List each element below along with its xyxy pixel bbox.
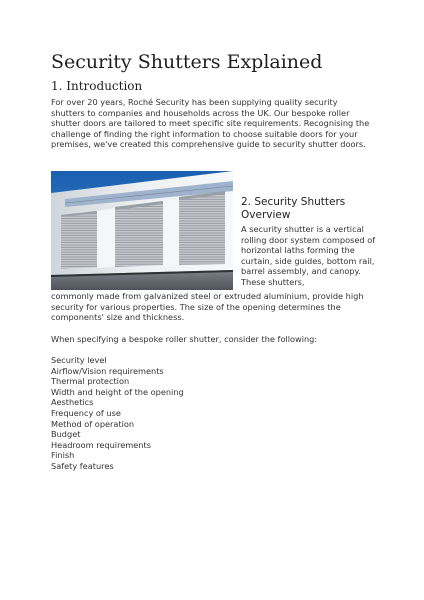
list-item: Airflow/Vision requirements xyxy=(51,365,164,376)
document-page xyxy=(51,50,376,471)
overview-paragraph-continued: commonly made from galvanized steel or extruded aluminium, provide high security for various properties. The size of the opening determines the components' size and thickness. xyxy=(51,291,364,323)
security-shutters-photo xyxy=(51,171,233,290)
list-item: Security level xyxy=(51,355,107,365)
specification-criteria-list xyxy=(51,355,351,472)
list-item: Frequency of use xyxy=(51,407,121,418)
list-item: Finish xyxy=(51,450,75,461)
list-item: Budget xyxy=(51,429,81,440)
list-item: Safety features xyxy=(51,460,114,471)
overview-heading-line-2: Overview xyxy=(241,209,291,221)
overview-heading xyxy=(241,196,377,222)
page-title: Security Shutters Explained xyxy=(51,51,323,73)
overview-paragraph-side: A security shutter is a vertical rolling door system composed of horizontal laths forming the curtain, side guides, bottom rail, barrel assembly, and canopy. These shutters, xyxy=(241,224,376,287)
specification-intro: When specifying a bespoke roller shutter, consider the following: xyxy=(51,334,318,344)
overview-side-column xyxy=(241,196,377,288)
introduction-heading: 1. Introduction xyxy=(51,79,143,93)
list-item: Method of operation xyxy=(51,418,135,429)
list-item: Width and height of the opening xyxy=(51,386,184,397)
overview-heading-line-1: 2. Security Shutters xyxy=(241,196,346,208)
list-item: Headroom requirements xyxy=(51,439,151,450)
introduction-paragraph: For over 20 years, Roché Security has been supplying quality security shutters to companies and households across the UK. Our bespoke roller shutter doors are tailored to meet specific site requirements. Recognising the challenge of finding the right information to choose suitable doors for your premises, we've created this comprehensive guide to security shutter doors. xyxy=(51,97,370,150)
list-item: Aesthetics xyxy=(51,397,94,408)
list-item: Thermal protection xyxy=(51,376,130,387)
